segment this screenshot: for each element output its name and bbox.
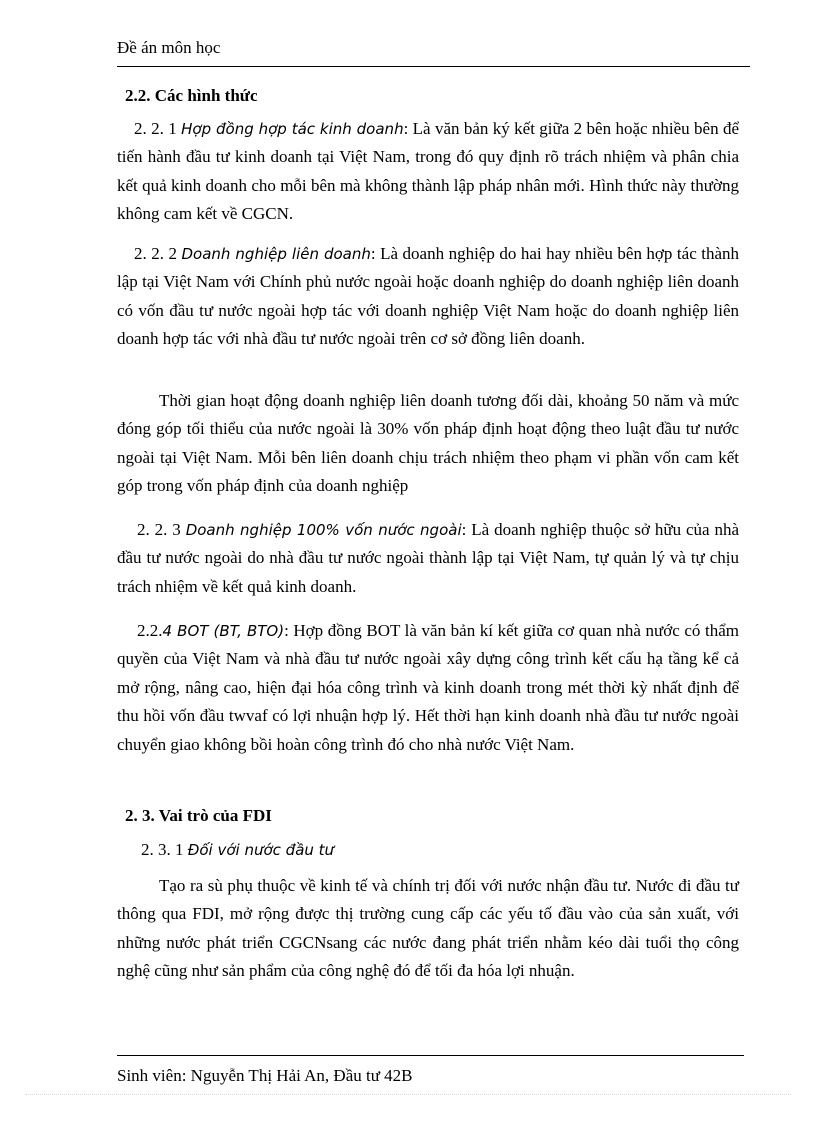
- item-2-2-2-term: Doanh nghiệp liên doanh: [181, 245, 371, 263]
- item-2-2-3-text: : Là doanh nghiệp thuộc sở hữu của nhà đầu tư nước ngoài do nhà đầu tư nước ngoài thành lập tại Việt Nam, tự quản lý và tự chịu trách nhiệm về kết quả kinh doanh.: [117, 520, 739, 596]
- page-footer: Sinh viên: Nguyễn Thị Hải An, Đầu tư 42B: [117, 1066, 413, 1085]
- item-2-2-1-term: Hợp đồng hợp tác kinh doanh: [181, 120, 404, 138]
- section-2-2-heading: 2.2. Các hình thức: [125, 86, 258, 105]
- item-2-2-2-note: Thời gian hoạt động doanh nghiệp liên doanh tương đối dài, khoảng 50 năm và mức đóng góp tối thiểu của nước ngoài là 30% vốn pháp định hoạt động theo luật đầu tư nước ngoài tại Việt Nam. Mỗi bên liên doanh chịu trách nhiệm theo phạm vi phần vốn cam kết góp trong vốn pháp định của doanh nghiệp: [117, 391, 739, 496]
- item-2-2-3: [117, 516, 739, 601]
- page-edge: [25, 1094, 791, 1095]
- item-2-2-4-term: 4 BOT (BT, BTO): [162, 622, 285, 640]
- item-2-2-2-num: 2. 2. 2: [134, 244, 182, 263]
- item-2-2-4-text: : Hợp đồng BOT là văn bản kí kết giữa cơ quan nhà nước có thẩm quyền của Việt Nam và nhà đầu tư nước ngoài xây dựng công trình kết cấu hạ tầng kể cả mở rộng, nâng cao, hiện đại hóa công trình và kinh doanh trong mét thời kỳ nhất định để thu hồi vốn đầu twvaf có lợi nhuận hợp lý. Hết thời hạn kinh doanh nhà đầu tư nước ngoài chuyển giao không bồi hoàn công trình đó cho nhà nước Việt Nam.: [117, 621, 739, 754]
- item-2-2-1-num: 2. 2. 1: [134, 119, 182, 138]
- section-2-3-1-num: 2. 3. 1: [141, 840, 188, 859]
- item-2-2-3-term: Doanh nghiệp 100% vốn nước ngoài: [185, 521, 462, 539]
- page-header: Đề án môn học: [117, 38, 221, 57]
- section-2-3-1-paragraph: Tạo ra sù phụ thuộc về kinh tế và chính trị đối với nước nhận đầu tư. Nước đi đầu tư thông qua FDI, mở rộng được thị trường cung cấp các yếu tố đầu vào của sản xuất, với những nước phát triển CGCNsang các nước đang phát triển nhằm kéo dài tuổi thọ công nghệ cũng như sản phẩm của công nghệ đó để tối đa hóa lợi nhuận.: [117, 876, 739, 981]
- item-2-2-4-num: 2.2.: [137, 621, 163, 640]
- header-rule: [117, 66, 750, 67]
- item-2-2-1-text: : Là văn bản ký kết giữa 2 bên hoặc nhiều bên để tiến hành đầu tư kinh doanh tại Việt Nam, trong đó quy định rõ trách nhiệm và phân chia kết quả kinh doanh cho mỗi bên mà không thành lập pháp nhân mới. Hình thức này thường không cam kết về CGCN.: [117, 119, 740, 224]
- item-2-2-2: [117, 240, 739, 354]
- item-2-2-2-text: : Là doanh nghiệp do hai hay nhiều bên hợp tác thành lập tại Việt Nam với Chính phủ nước ngoài hoặc doanh nghiệp do doanh nghiệp liên doanh có vốn đầu tư nước ngoài hợp tác với doanh nghiệp Việt Nam hoặc do doanh nghiệp liên doanh hợp tác với nhà đầu tư nước ngoài trên cơ sở đồng liên doanh.: [117, 244, 739, 349]
- section-2-3-1-heading: [141, 840, 334, 860]
- item-2-2-4: [117, 617, 739, 759]
- footer-rule: [117, 1055, 744, 1056]
- section-2-3-heading: 2. 3. Vai trò của FDI: [125, 806, 272, 825]
- item-2-2-3-num: 2. 2. 3: [137, 520, 186, 539]
- item-2-2-1: [117, 115, 739, 229]
- section-2-3-1-title: Đối với nước đầu tư: [187, 841, 335, 859]
